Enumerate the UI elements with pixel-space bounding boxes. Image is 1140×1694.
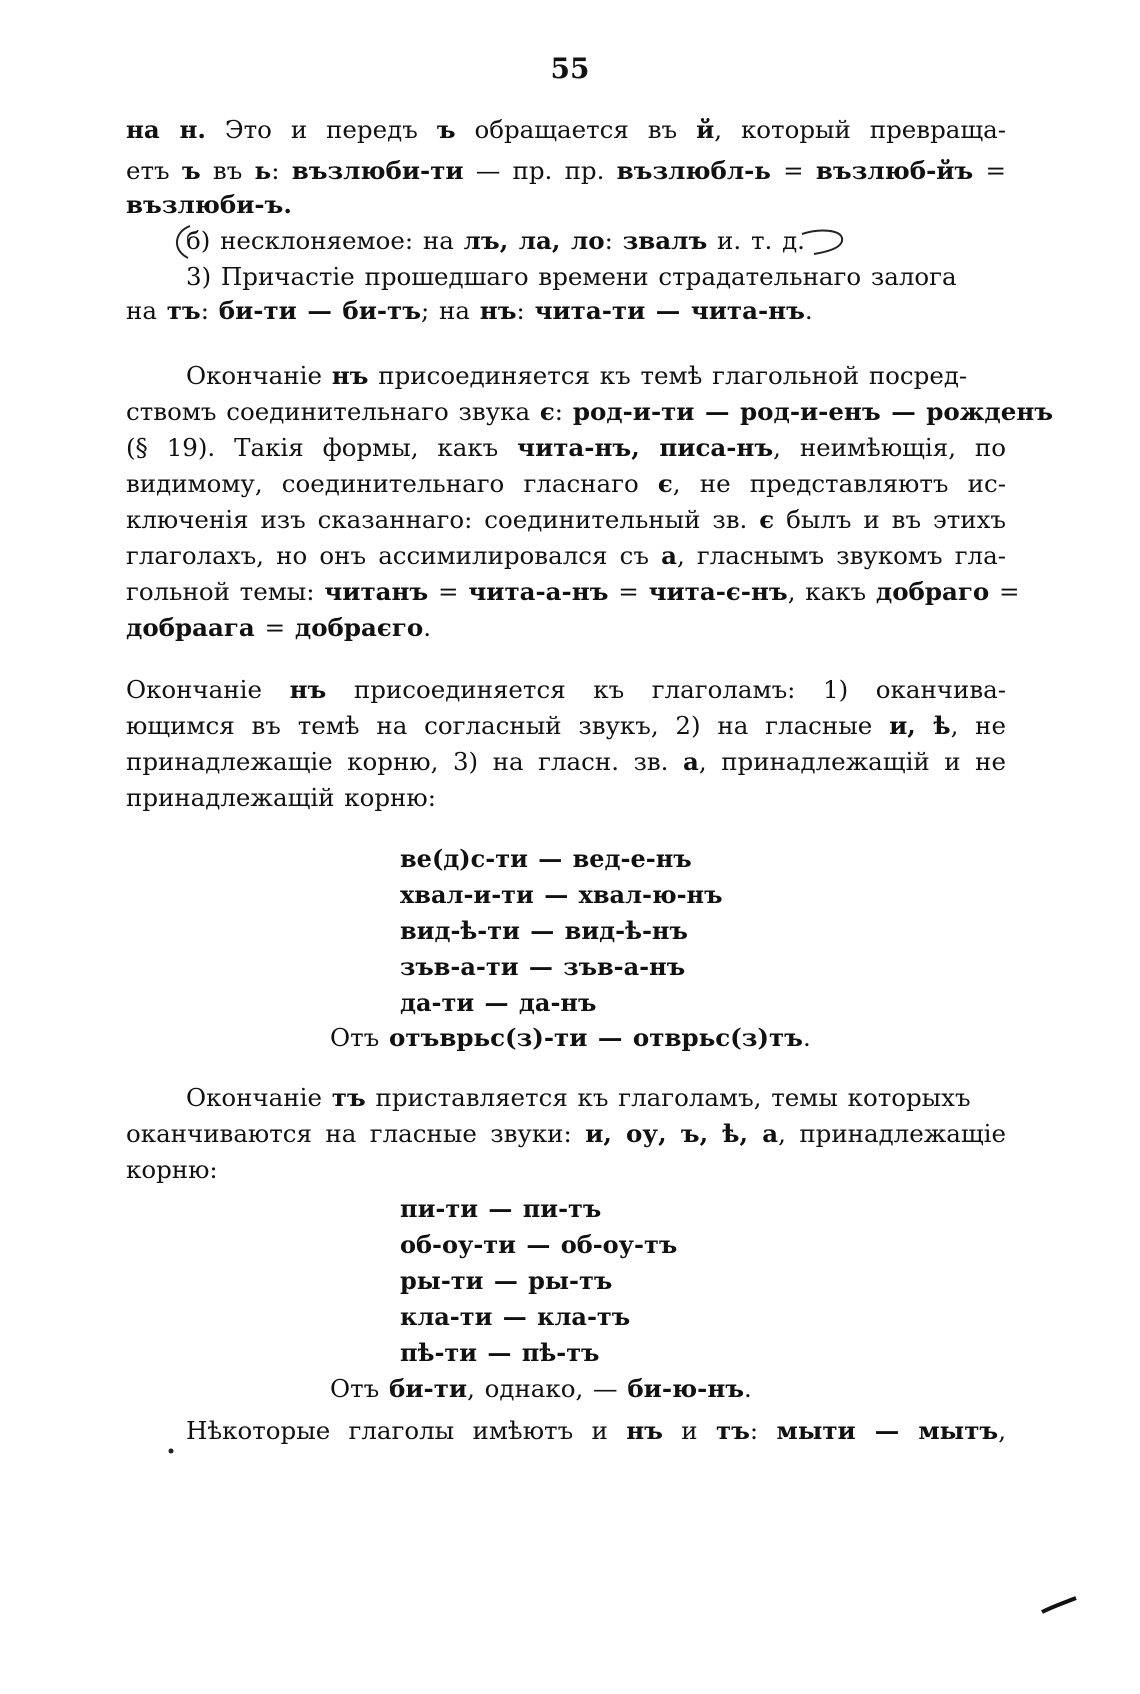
bold-term: а	[661, 541, 677, 570]
text-run: , однако, —	[467, 1374, 628, 1403]
bold-term: нъ	[331, 361, 369, 390]
text-run: присоединяется къ темѣ глагольной посред-	[368, 361, 968, 390]
text-run: б) несклоняемое: на	[186, 226, 464, 255]
bold-term: пи-ти — пи-тъ	[400, 1194, 602, 1223]
ink-dot-mark	[166, 1446, 176, 1456]
text-run: присоединяется къ глаголамъ: 1) оканчива-	[326, 675, 1006, 704]
text-line	[126, 577, 1020, 607]
bold-term: ры-ти — ры-тъ	[400, 1266, 613, 1295]
bold-term: възлюбл-ь	[616, 156, 771, 185]
bold-term: и, ѣ	[889, 711, 951, 740]
text-run: и. т. д.	[707, 226, 805, 255]
example-line	[400, 1230, 677, 1260]
text-run: корню:	[126, 1155, 218, 1184]
text-run: , не	[950, 711, 1007, 740]
text-run: :	[271, 156, 292, 185]
text-line	[186, 262, 957, 292]
bold-term: ь	[254, 156, 272, 185]
text-run: Это и передъ	[205, 115, 437, 144]
text-run: и	[662, 1416, 716, 1445]
text-line	[126, 1119, 1006, 1149]
bold-term: да-ти — да-нъ	[400, 988, 597, 1017]
text-run: =	[973, 156, 1006, 185]
text-run: , не представляютъ ис-	[672, 469, 1006, 498]
bold-term: кла-ти — кла-тъ	[400, 1302, 631, 1331]
text-run: 3) Причастіе прошедшаго времени страдательнаго залога	[186, 262, 957, 291]
text-run: =	[989, 577, 1020, 606]
text-line	[126, 115, 1006, 145]
text-line	[126, 711, 1006, 741]
text-run: гольной темы:	[126, 577, 325, 606]
bold-term: добраага	[126, 613, 255, 642]
text-line	[126, 156, 1006, 186]
text-run: ющимся въ темѣ на согласный звукъ, 2) на гласные	[126, 711, 890, 740]
pencil-hook-mark	[800, 226, 850, 260]
bold-term: възлюби-ъ.	[126, 190, 292, 219]
example-line	[400, 952, 685, 982]
text-line	[126, 747, 1006, 777]
example-line	[330, 1374, 752, 1404]
text-run: приставляется къ глаголамъ, темы которыхъ	[365, 1083, 971, 1112]
text-run: :	[554, 397, 573, 426]
bold-term: ъ	[436, 115, 456, 144]
text-run: обращается въ	[455, 115, 697, 144]
text-run: (§ 19). Такія формы, какъ	[126, 433, 518, 462]
text-run: въ	[200, 156, 255, 185]
bold-term: нъ	[289, 675, 327, 704]
bold-term: чита-є-нъ	[648, 577, 788, 606]
example-line	[400, 844, 692, 874]
text-run: .	[423, 613, 431, 642]
text-line	[126, 397, 1054, 427]
bold-term: чита-ти — чита-нъ	[534, 296, 805, 325]
bold-term: читанъ	[324, 577, 429, 606]
bold-term: є	[657, 469, 673, 498]
text-run: .	[744, 1374, 752, 1403]
text-run: на	[126, 296, 167, 325]
bold-term: об-оу-ти — об-оу-тъ	[400, 1230, 678, 1259]
text-run: — пр. пр.	[463, 156, 617, 185]
text-run: видимому, соединительнаго гласнаго	[126, 469, 658, 498]
bold-term: възлюб-йъ	[815, 156, 974, 185]
text-run: Окончаніе	[126, 675, 290, 704]
text-run: :	[604, 226, 623, 255]
bold-term: нъ	[626, 1416, 663, 1445]
example-line	[400, 1266, 612, 1296]
bold-term: отъврьс(з)-ти — отврьс(з)тъ	[389, 1023, 803, 1052]
text-line	[126, 613, 431, 643]
text-run: Отъ	[330, 1023, 390, 1052]
text-line	[186, 1416, 1006, 1446]
bold-term: мыти — мытъ	[776, 1416, 999, 1445]
text-run: етъ	[126, 156, 182, 185]
bold-term: на	[126, 115, 180, 144]
bold-term: род-и-ти — род-и-енъ — рожденъ	[572, 397, 1054, 426]
bold-term: зъв-а-ти — зъв-а-нъ	[400, 952, 686, 981]
text-line	[186, 226, 805, 256]
bold-term: є	[539, 397, 555, 426]
bold-term: би-ти — би-тъ	[218, 296, 422, 325]
text-line	[126, 296, 813, 326]
bold-term: и, оу, ъ, ѣ, а	[585, 1119, 779, 1148]
bold-term: ъ	[181, 156, 201, 185]
bold-term: н.	[179, 115, 206, 144]
bold-term: ве(д)с-ти — вед-е-нъ	[400, 844, 692, 873]
text-run: .	[804, 296, 813, 325]
text-run: , какъ	[787, 577, 876, 606]
text-run: =	[428, 577, 469, 606]
text-run: =	[608, 577, 649, 606]
text-line	[126, 469, 1006, 499]
text-line	[186, 1083, 971, 1113]
text-run: принадлежащіе корню, 3) на гласн. зв.	[126, 747, 684, 776]
example-line	[330, 1023, 811, 1053]
bold-term: лъ, ла, ло	[463, 226, 605, 255]
bold-term: вид-ѣ-ти — вид-ѣ-нъ	[400, 916, 688, 945]
text-line	[126, 675, 1006, 705]
example-line	[400, 880, 723, 910]
text-run: Окончаніе	[186, 1083, 332, 1112]
text-run: оканчиваются на гласные звуки:	[126, 1119, 586, 1148]
text-run: =	[770, 156, 816, 185]
text-run: принадлежащій корню:	[126, 783, 436, 812]
bold-term: звалъ	[622, 226, 708, 255]
text-run: глаголахъ, но онъ ассимилировался съ	[126, 541, 662, 570]
page-number: 55	[550, 52, 590, 85]
text-run: , неимѣющія, по	[773, 433, 1006, 462]
text-line	[126, 433, 1006, 463]
bold-term: тъ	[166, 296, 201, 325]
bold-term: хвал-и-ти — хвал-ю-нъ	[400, 880, 723, 909]
text-run: , который превраща-	[714, 115, 1007, 144]
text-run: , гласнымъ звукомъ гла-	[676, 541, 1006, 570]
example-line	[400, 1338, 599, 1368]
text-line	[186, 361, 967, 391]
bold-term: чита-а-нъ	[468, 577, 609, 606]
text-line	[126, 783, 436, 813]
bold-term: є	[759, 505, 775, 534]
text-run: Нѣкоторые глаголы имѣютъ и	[186, 1416, 627, 1445]
text-line	[126, 505, 1006, 535]
example-line	[400, 988, 596, 1018]
text-run: ; на	[421, 296, 480, 325]
text-run: ключенія изъ сказаннаго: соединительный зв.	[126, 505, 760, 534]
text-run: Отъ	[330, 1374, 390, 1403]
text-line	[126, 1155, 218, 1185]
bold-term: чита-нъ, писа-нъ	[517, 433, 774, 462]
text-run: , принадлежащіе	[778, 1119, 1006, 1148]
text-run: :	[749, 1416, 777, 1445]
example-line	[400, 1302, 630, 1332]
text-run: ствомъ соединительнаго звука	[126, 397, 540, 426]
bold-term: добраго	[875, 577, 990, 606]
text-run: :	[200, 296, 219, 325]
text-run: ,	[998, 1416, 1007, 1445]
bold-term: възлюби-ти	[291, 156, 464, 185]
bold-term: а	[683, 747, 699, 776]
bold-term: добраєго	[294, 613, 424, 642]
text-run: Окончаніе	[186, 361, 332, 390]
bold-term: тъ	[331, 1083, 366, 1112]
bold-term: би-ти	[389, 1374, 468, 1403]
bold-term: би-ю-нъ	[627, 1374, 745, 1403]
bold-term: нъ	[479, 296, 517, 325]
ink-smudge-mark	[1040, 1596, 1080, 1616]
example-line	[400, 916, 688, 946]
text-line	[126, 190, 292, 220]
text-run: .	[802, 1023, 811, 1052]
text-run: , принадлежащій и не	[698, 747, 1006, 776]
bold-term: й	[696, 115, 715, 144]
text-run: =	[254, 613, 295, 642]
text-run: :	[516, 296, 535, 325]
pencil-bracket-mark	[168, 222, 198, 262]
bold-term: тъ	[715, 1416, 750, 1445]
example-line	[400, 1194, 601, 1224]
text-line	[126, 541, 1006, 571]
bold-term: пѣ-ти — пѣ-тъ	[400, 1338, 600, 1367]
text-run: былъ и въ этихъ	[774, 505, 1006, 534]
